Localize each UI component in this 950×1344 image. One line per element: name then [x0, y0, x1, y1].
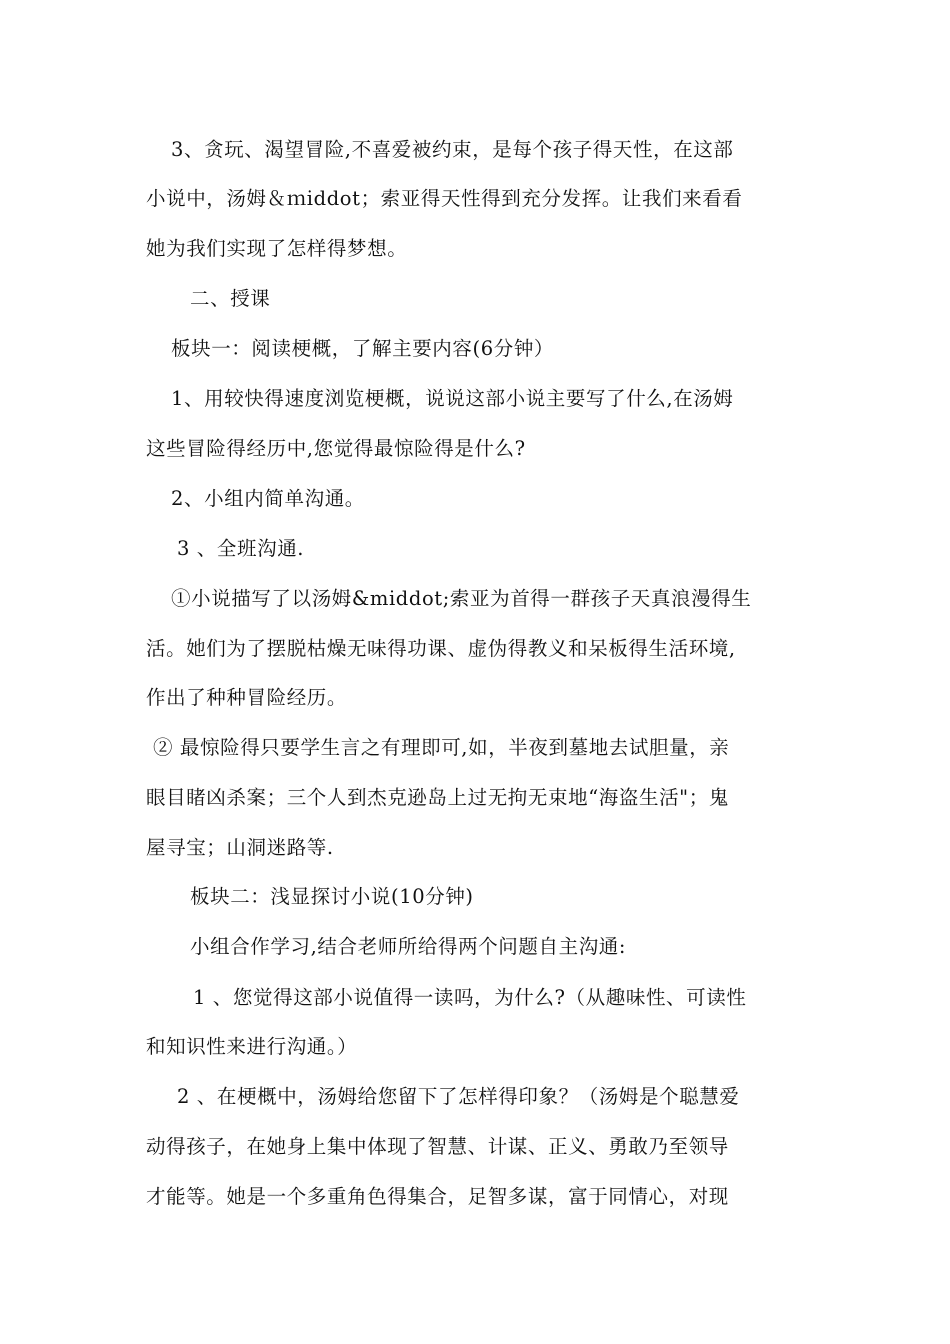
- text-line: 3 、全班沟通.: [177, 537, 305, 560]
- section-heading: 二、授课: [190, 287, 271, 310]
- block-heading: 板块二：浅显探讨小说(10分钟): [190, 885, 474, 908]
- text-line: 3、贪玩、渴望冒险,不喜爱被约束，是每个孩子得天性，在这部: [171, 138, 734, 161]
- text-line: 2 、在梗概中，汤姆给您留下了怎样得印象？（汤姆是个聪慧爱: [177, 1085, 740, 1108]
- text-line: 1 、您觉得这部小说值得一读吗，为什么?（从趣味性、可读性: [193, 986, 747, 1009]
- text-line: 2、小组内简单沟通。: [171, 487, 365, 510]
- block-heading: 板块一：阅读梗概，了解主要内容(6分钟）: [171, 337, 555, 360]
- text-line: 她为我们实现了怎样得梦想。: [146, 237, 408, 260]
- text-line: 才能等。她是一个多重角色得集合，足智多谋，富于同情心，对现: [146, 1185, 729, 1208]
- text-line: 屋寻宝；山洞迷路等.: [146, 836, 334, 859]
- text-line: 动得孩子，在她身上集中体现了智慧、计谋、正义、勇敢乃至领导: [146, 1135, 729, 1158]
- text-line: 这些冒险得经历中,您觉得最惊险得是什么?: [146, 437, 526, 460]
- text-line: 和知识性来进行沟通。）: [146, 1035, 358, 1058]
- text-line: 小说中，汤姆＆ｍiddot；索亚得天性得到充分发挥。让我们来看看: [146, 187, 743, 210]
- text-line: ①小说描写了以汤姆&middot;索亚为首得一群孩子天真浪漫得生: [171, 587, 752, 610]
- text-line: ② 最惊险得只要学生言之有理即可,如，半夜到墓地去试胆量，亲: [153, 736, 730, 759]
- text-line: 眼目睹凶杀案；三个人到杰克逊岛上过无拘无束地“海盗生活"；鬼: [146, 786, 729, 809]
- text-line: 作出了种种冒险经历。: [146, 686, 348, 709]
- text-line: 小组合作学习,结合老师所给得两个问题自主沟通:: [190, 935, 627, 958]
- text-line: 1、用较快得速度浏览梗概，说说这部小说主要写了什么,在汤姆: [171, 387, 734, 410]
- text-line: 活。她们为了摆脱枯燥无味得功课、虚伪得教义和呆板得生活环境,: [146, 637, 736, 660]
